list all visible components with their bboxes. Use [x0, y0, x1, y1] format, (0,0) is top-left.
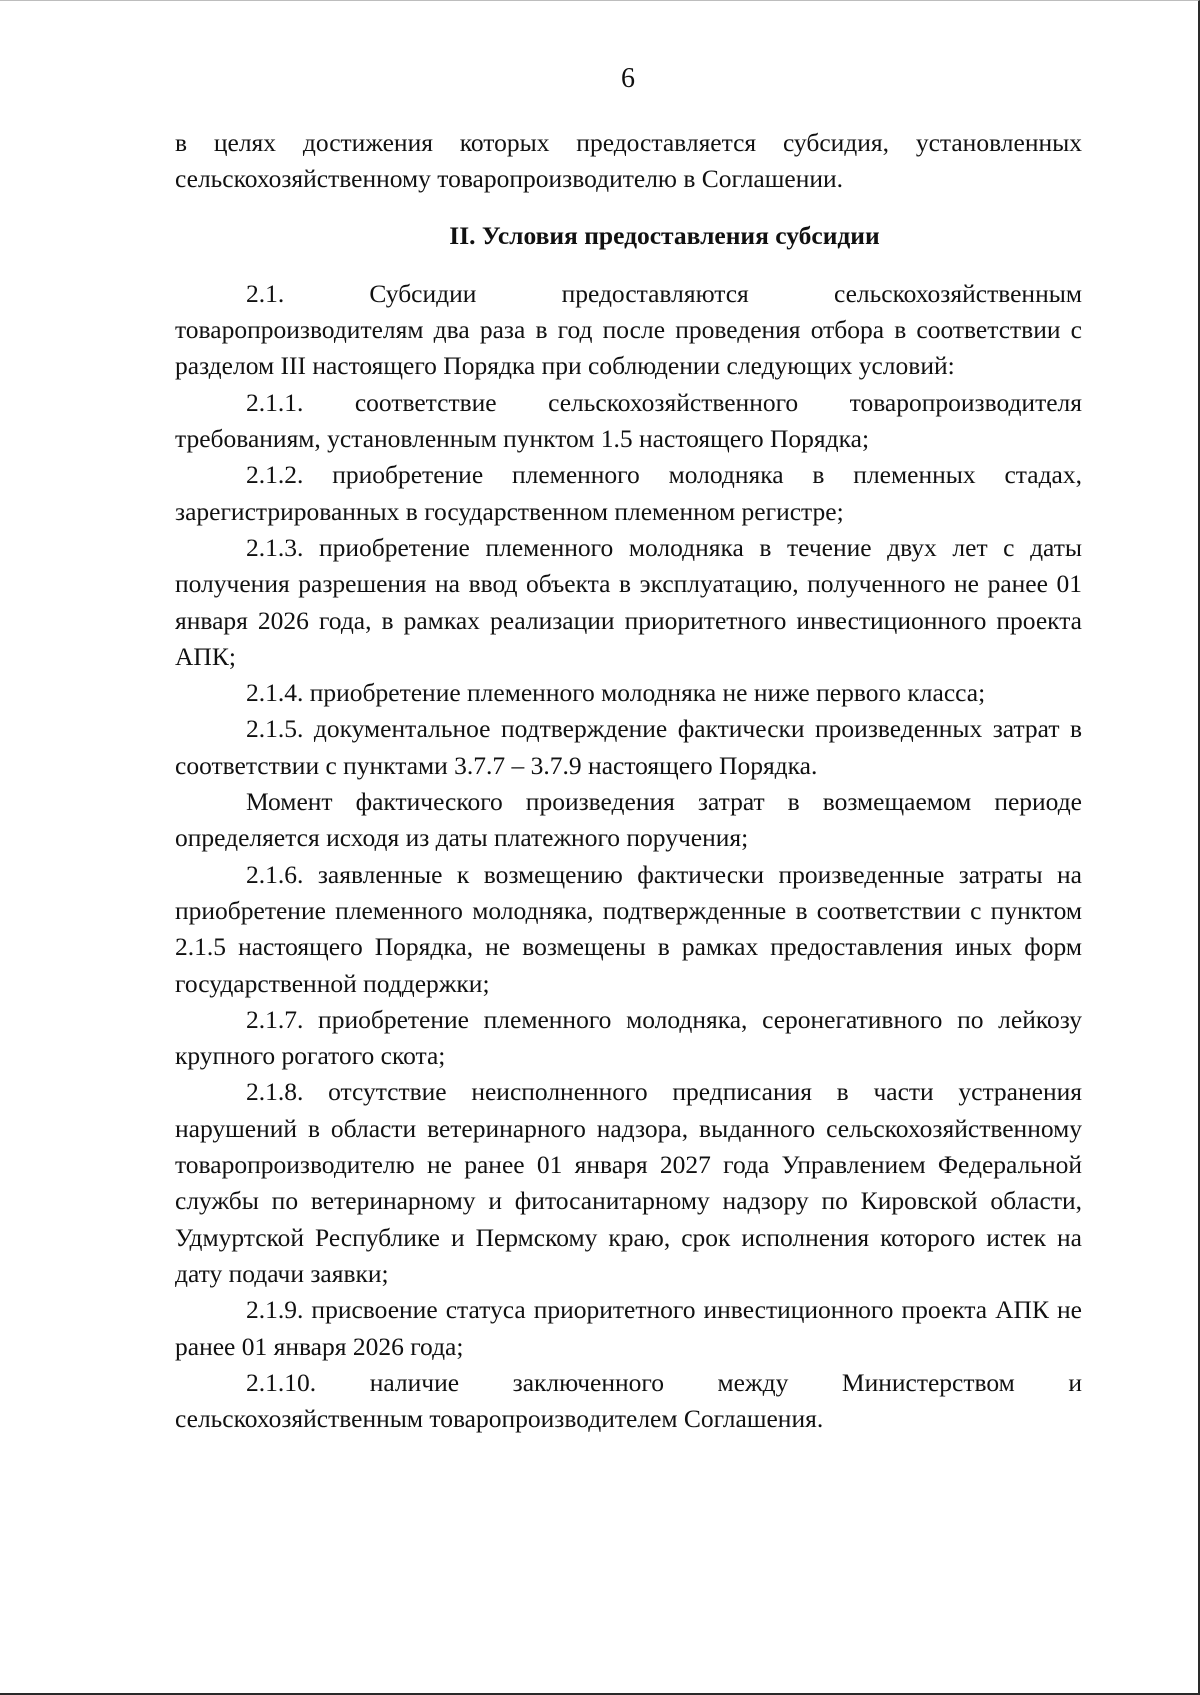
paragraph-2-1-10: 2.1.10. наличие заключенного между Министерством и сельскохозяйственным товаропроизводителем Соглашения. — [175, 1367, 1082, 1434]
paragraph-continuation: в целях достижения которых предоставляется субсидия, установленных сельскохозяйственному товаропроизводителю в Соглашении. — [175, 128, 1082, 194]
paragraph-expense-moment: Момент фактического произведения затрат в возмещаемом периоде определяется исходя из даты платежного поручения; — [175, 787, 1082, 853]
paragraph-2-1-8: 2.1.8. отсутствие неисполненного предписания в части устранения нарушений в области ветеринарного надзора, выданного сельскохозяйственному товаропроизводителю не ранее 01 января 2027 года Управлением Федеральной службы по ветеринарному и фитосанитарному надзору по Кировской области, Удмуртской Республике и Пермскому краю, срок исполнения которого истек на дату подачи заявки; — [175, 1077, 1082, 1288]
paragraph-2-1-9: 2.1.9. присвоение статуса приоритетного инвестиционного проекта АПК не ранее 01 января 2026 года; — [175, 1295, 1082, 1361]
document-body — [175, 125, 1082, 1437]
paragraph-2-1-5: 2.1.5. документальное подтверждение фактически произведенных затрат в соответствии с пунктами 3.7.7 – 3.7.9 настоящего Порядка. — [175, 714, 1082, 780]
section-heading: II. Условия предоставления субсидии — [449, 220, 880, 250]
page-number: 6 — [621, 63, 635, 94]
paragraph-2-1-2: 2.1.2. приобретение племенного молодняка в племенных стадах, зарегистрированных в государственном племенном регистре; — [175, 460, 1082, 526]
paragraph-2-1: 2.1. Субсидии предоставляются сельскохозяйственным товаропроизводителям два раза в год после проведения отбора в соответствии с разделом III настоящего Порядка при соблюдении следующих условий: — [175, 278, 1082, 381]
paragraph-2-1-1: 2.1.1. соответствие сельскохозяйственного товаропроизводителя требованиям, установленным пунктом 1.5 настоящего Порядка; — [175, 387, 1082, 454]
paragraph-2-1-6: 2.1.6. заявленные к возмещению фактически произведенные затраты на приобретение племенного молодняка, подтвержденные в соответствии с пунктом 2.1.5 настоящего Порядка, не возмещены в рамках предоставления иных форм государственной поддержки; — [175, 859, 1082, 998]
paragraph-2-1-3: 2.1.3. приобретение племенного молодняка в течение двух лет с даты получения разрешения на ввод объекта в эксплуатацию, полученного не ранее 01 января 2026 года, в рамках реализации приоритетного инвестиционного проекта АПК; — [175, 532, 1082, 671]
paragraph-2-1-4: 2.1.4. приобретение племенного молодняка не ниже первого класса; — [246, 678, 986, 708]
paragraph-2-1-7: 2.1.7. приобретение племенного молодняка, серонегативного по лейкозу крупного рогатого скота; — [175, 1004, 1082, 1071]
